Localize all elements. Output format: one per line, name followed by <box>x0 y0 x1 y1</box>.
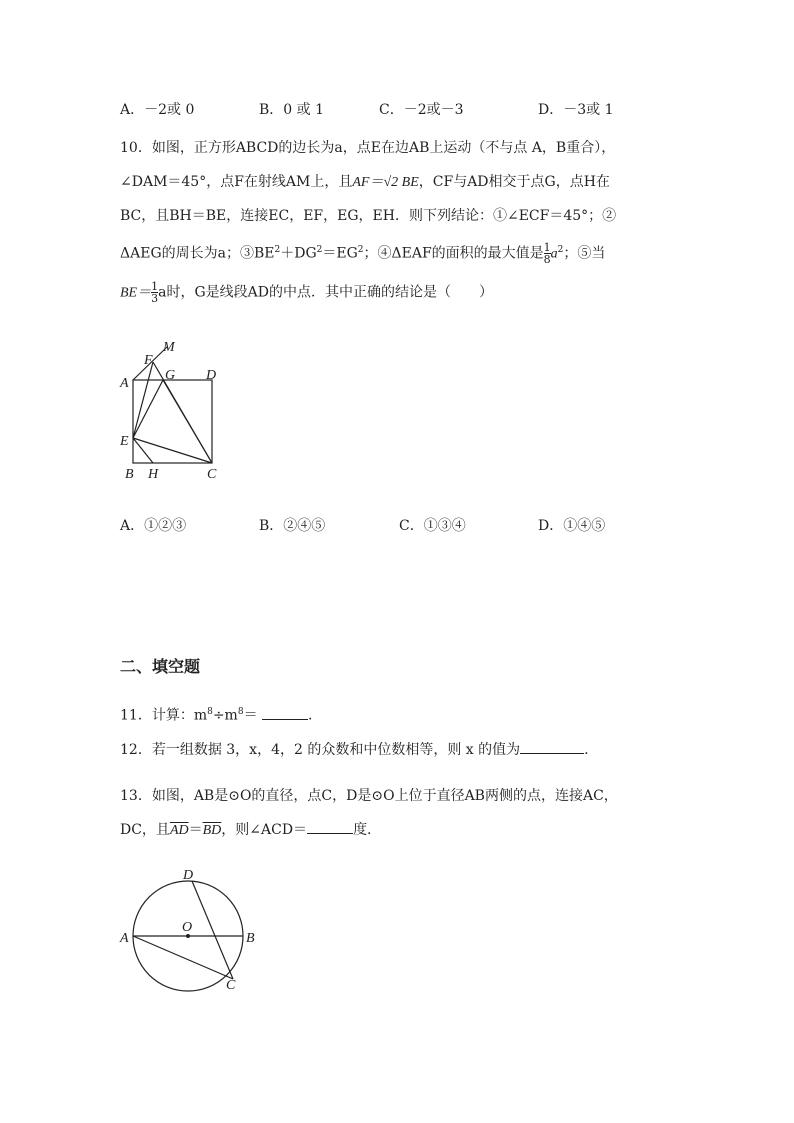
q13-line1: 13．如图，AB是⊙O的直径，点C，D是⊙O上位于直径AB两侧的点，连接AC， <box>120 788 618 804</box>
q10-line2: ∠DAM＝45°，点F在射线AM上，且AF＝√2 BE，CF与AD相交于点G，点H在 <box>120 174 610 190</box>
q9-option-b: B．0 或 1 <box>259 102 325 118</box>
q11-text: 11．计算：$m^8\div m^8=$ . <box>120 703 312 725</box>
q10-option-a: A．①②③ <box>120 518 187 534</box>
q10-square-figure <box>115 335 235 485</box>
q13-answer-blank[interactable] <box>307 819 353 834</box>
q10-option-d: D．①④⑤ <box>538 518 606 534</box>
q9-option-d: D．－3或 1 <box>538 102 614 118</box>
label-m: M <box>163 340 175 355</box>
q11-answer-blank[interactable] <box>262 705 308 720</box>
label-h: H <box>148 467 159 482</box>
q13-circle-figure <box>115 862 275 997</box>
label-d: D <box>206 368 217 383</box>
section-title-fill-blank: 二、填空题 <box>120 657 201 676</box>
label-b: B <box>125 467 134 482</box>
q13-line2: DC，且$\overline{AD}=\overline{BD}$，则∠ACD＝ 度. <box>120 819 372 840</box>
arc-ad: $\overline{AD}$ <box>169 823 189 838</box>
label-o: O <box>182 920 193 935</box>
fraction-one-eighth: $\frac{1}{8}$ <box>543 241 551 267</box>
q10-line5: BE＝ $\frac{1}{3}$ a时，G是线段AD的中点．其中正确的结论是（ ） <box>120 280 493 305</box>
q10-option-b: B．②④⑤ <box>259 518 326 534</box>
q9-option-c: C．－2或－3 <box>379 102 464 118</box>
q10-line4: ΔAEG的周长为a；$③BE^2+DG^2=EG^2$；④ΔEAF的面积的最大值是 $\frac{1}{8}$ $a^2$；⑤当 <box>120 241 606 267</box>
label-a: A <box>120 376 129 391</box>
arc-bd: $\overline{BD}$ <box>202 823 222 838</box>
q10-line1: 10．如图，正方形ABCD的边长为a，点E在边AB上运动（不与点 A，B重合）， <box>120 140 616 156</box>
q10-af-formula: AF＝√2 BE <box>352 175 419 190</box>
label-b: B <box>246 931 255 946</box>
q12-answer-blank[interactable] <box>520 739 584 754</box>
fraction-one-third: $\frac{1}{3}$ <box>151 280 159 305</box>
label-d: D <box>183 868 194 883</box>
q10-option-c: C．①③④ <box>399 518 466 534</box>
label-e: E <box>120 434 129 449</box>
q9-option-a: A．－2或 0 <box>120 102 195 118</box>
label-f: F <box>144 353 153 368</box>
q12-text: 12．若一组数据 3，x，4，2 的众数和中位数相等，则 x 的值为 . <box>120 739 589 759</box>
label-g: G <box>165 368 176 383</box>
label-c: C <box>207 467 217 482</box>
label-c: C <box>226 978 236 993</box>
q10-line3: BC，且BH＝BE，连接EC，EF，EG，EH．则下列结论：①∠ECF＝45°；② <box>120 208 617 224</box>
label-a: A <box>120 931 129 946</box>
